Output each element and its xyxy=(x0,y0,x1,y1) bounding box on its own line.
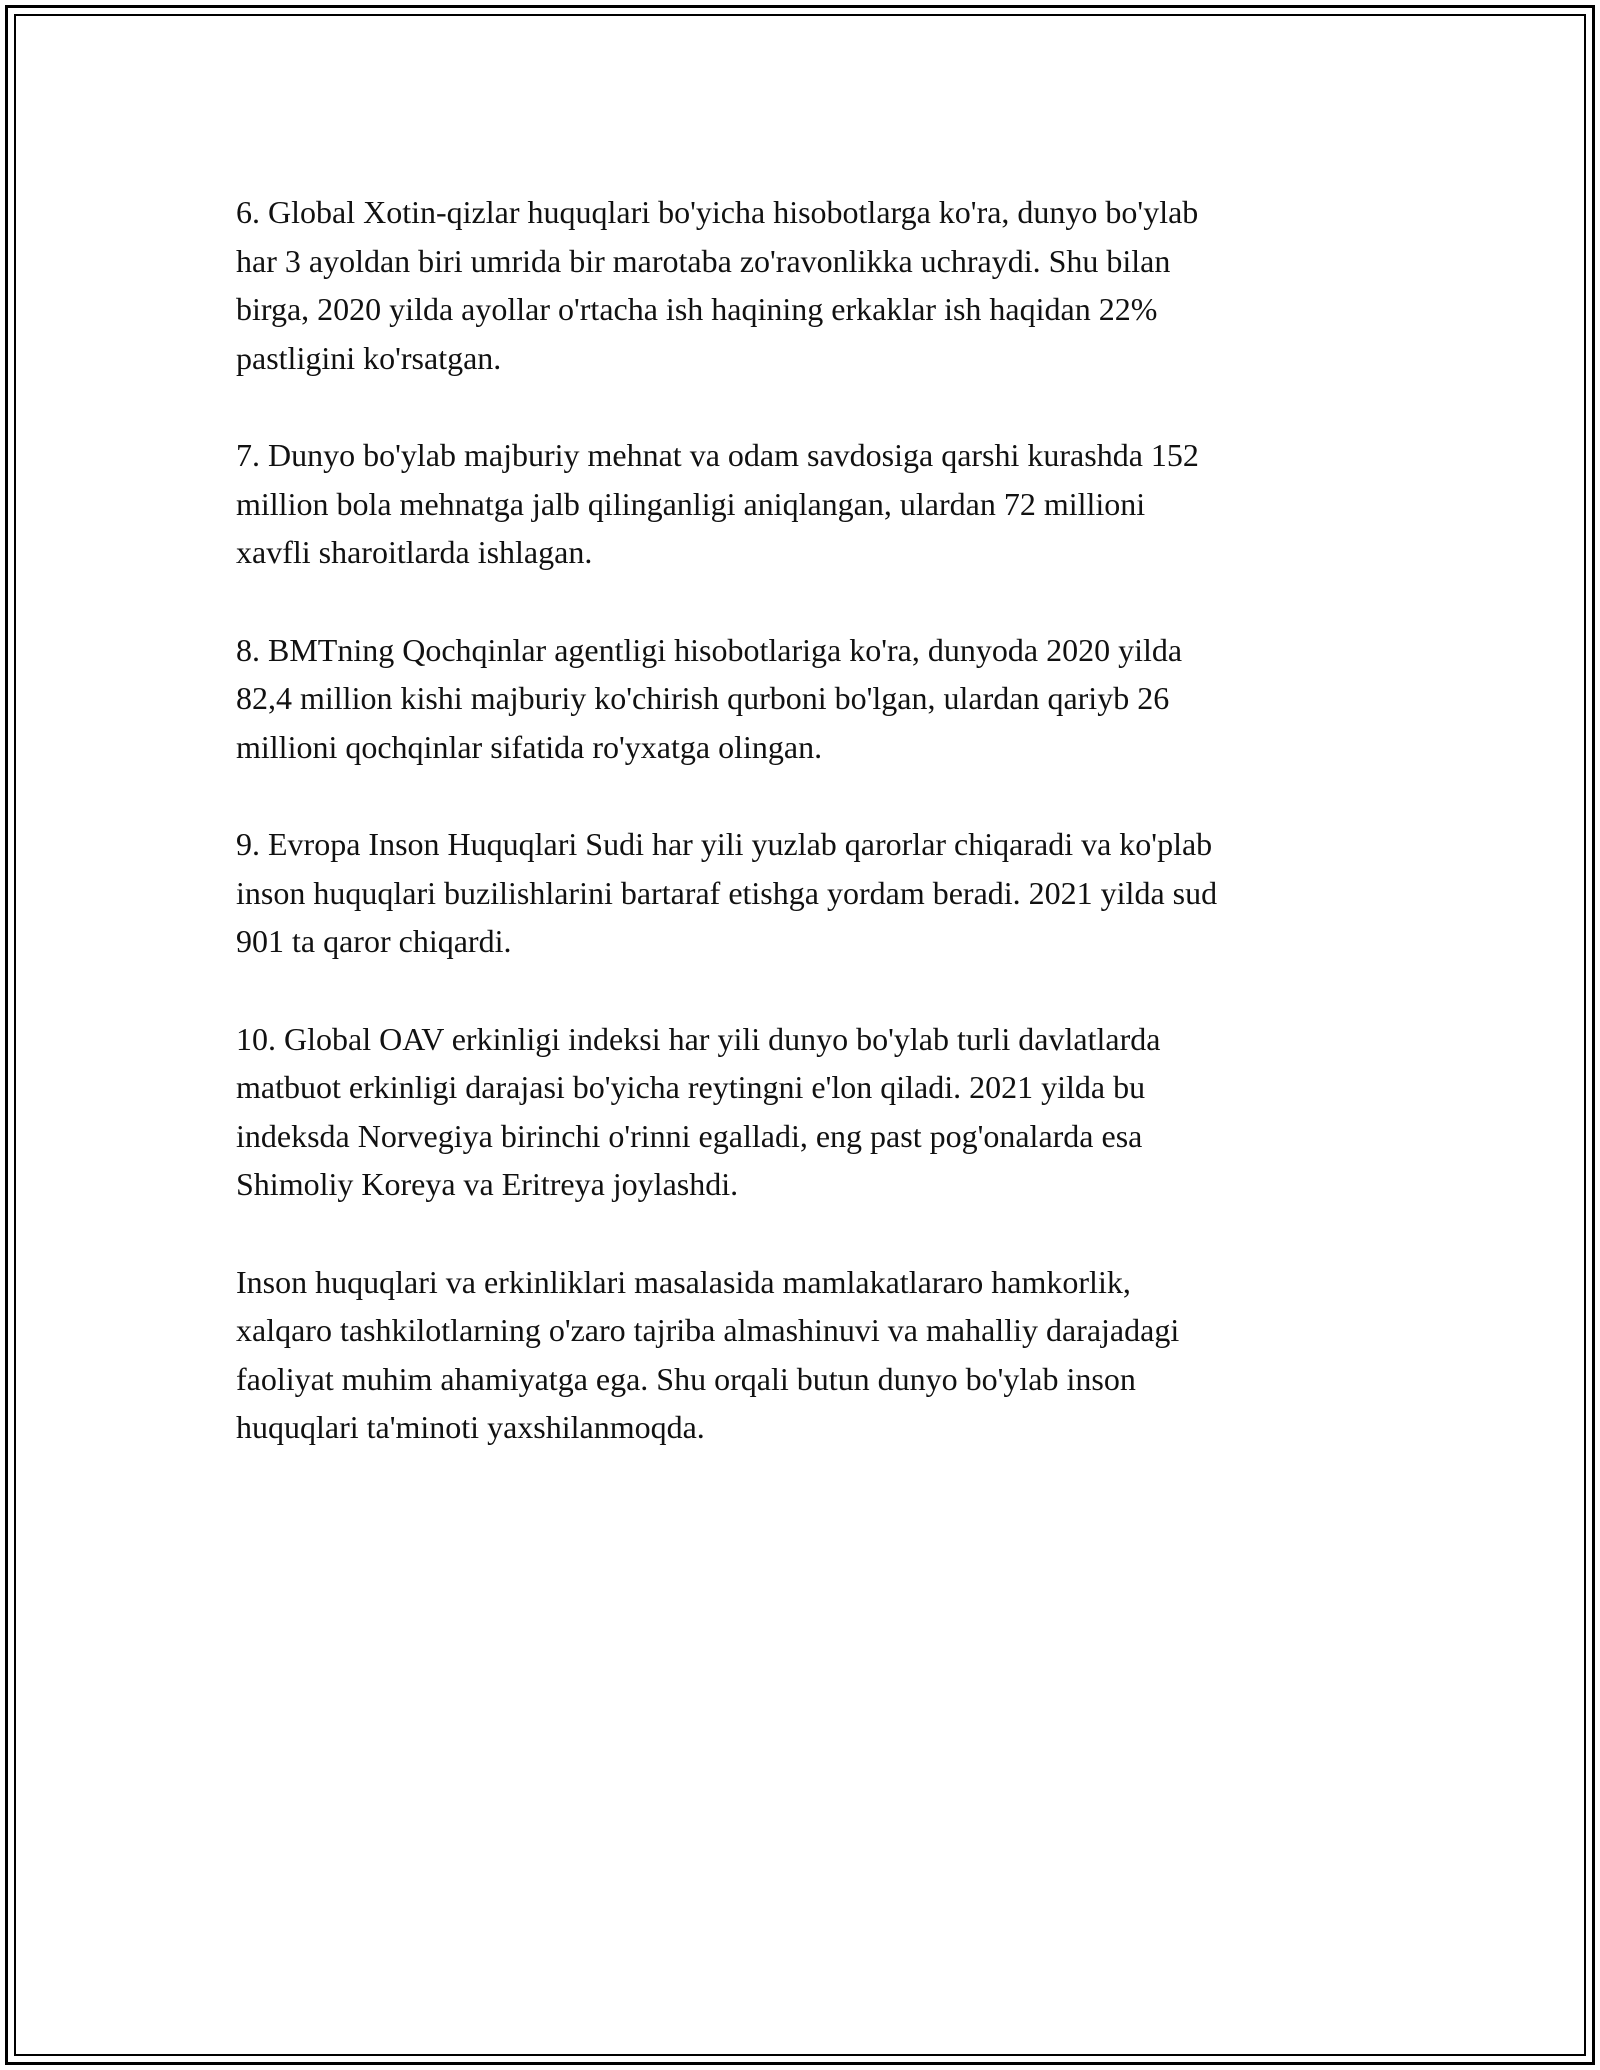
paragraph-item-8: 8. BMTning Qochqinlar agentligi hisobotlariga ko'ra, dunyoda 2020 yilda 82,4 million kishi majburiy ko'chirish qurboni bo'lgan, ulardan qariyb 26 millioni qochqinlar sifatida ro'yxatga olingan. xyxy=(236,631,1183,765)
paragraph-item-6: 6. Global Xotin-qizlar huquqlari bo'yicha hisobotlarga ko'ra, dunyo bo'ylab har 3 ayoldan biri umrida bir marotaba zo'ravonlikka uchraydi. Shu bilan birga, 2020 yilda ayollar o'rtacha ish haqining erkaklar ish haqidan 22% pastligini ko'rsatgan. xyxy=(236,194,1199,376)
paragraph-item-9: 9. Evropa Inson Huquqlari Sudi har yili yuzlab qarorlar chiqaradi va ko'plab inson huquqlari buzilishlarini bartaraf etishga yordam beradi. 2021 yilda sud 901 ta qaror chiqardi. xyxy=(236,826,1218,959)
paragraph-item-7: 7. Dunyo bo'ylab majburiy mehnat va odam savdosiga qarshi kurashda 152 million bola mehnatga jalb qilinganligi aniqlangan, ulardan 72 millioni xavfli sharoitlarda ishlagan. xyxy=(236,437,1199,570)
paragraph-conclusion: Inson huquqlari va erkinliklari masalasida mamlakatlararo hamkorlik, xalqaro tashkilotlarning o'zaro tajriba almashinuvi va mahalliy darajadagi faoliyat muhim ahamiyatga ega. Shu orqali butun dunyo bo'ylab inson huquqlari ta'minoti yaxshilanmoqda. xyxy=(236,1263,1180,1445)
document-body xyxy=(236,188,1376,1501)
paragraph-item-10: 10. Global OAV erkinligi indeksi har yili dunyo bo'ylab turli davlatlarda matbuot erkinligi darajasi bo'yicha reytingni e'lon qiladi. 2021 yilda bu indeksda Norvegiya birinchi o'rinni egalladi, eng past pog'onalarda esa Shimoliy Koreya va Eritreya joylashdi. xyxy=(236,1020,1161,1202)
